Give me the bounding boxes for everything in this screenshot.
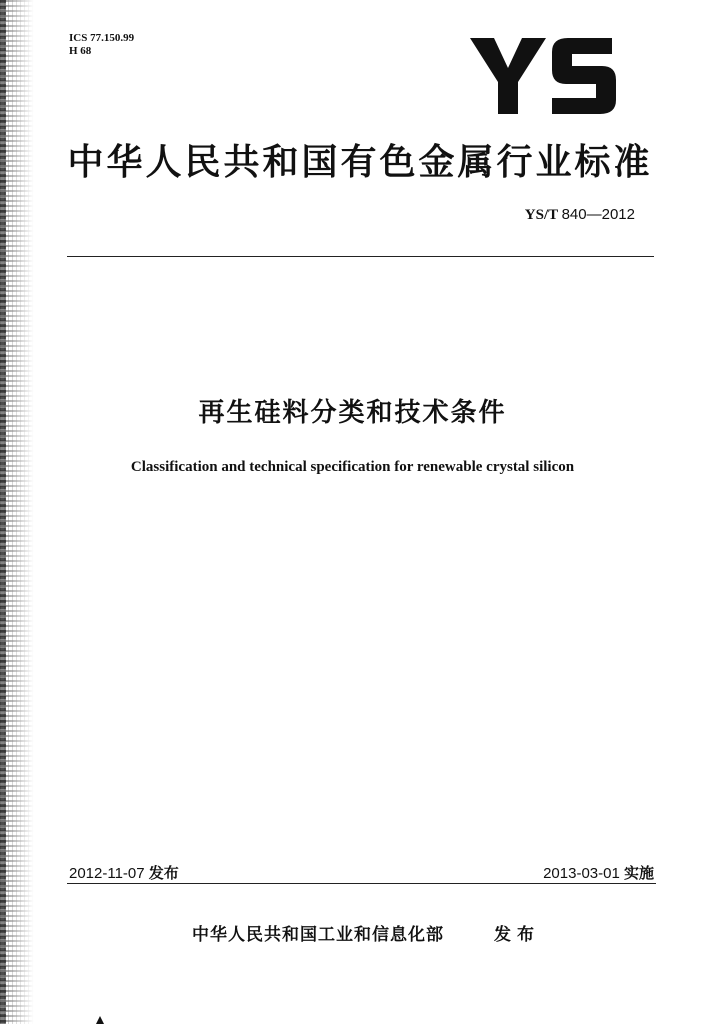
standard-number	[525, 206, 635, 224]
implement-date: 2013-03-01	[543, 865, 620, 882]
standard-prefix: YS/T	[524, 207, 562, 223]
classification-codes	[69, 32, 134, 58]
issue-date: 2012-11-07	[69, 865, 145, 882]
issue-date-line	[69, 862, 179, 883]
ccs-code: H 68	[69, 45, 92, 57]
publisher-name: 中华人民共和国工业和信息化部	[192, 925, 444, 945]
implement-label: 实施	[623, 864, 654, 882]
issue-label: 发布	[148, 864, 179, 882]
document-title-en: Classification and technical specification for renewable crystal silicon	[130, 459, 575, 475]
standard-number-value: 840—2012	[561, 206, 635, 223]
implement-date-line	[543, 862, 654, 883]
top-divider	[67, 256, 654, 257]
bottom-divider	[67, 883, 656, 884]
issuer-title: 中华人民共和国有色金属行业标准	[67, 142, 653, 183]
ics-code: ICS 77.150.99	[69, 32, 135, 44]
ys-logo	[470, 38, 618, 114]
publish-label: 发布	[494, 925, 540, 945]
scan-corner-mark	[96, 1016, 104, 1024]
scan-edge-border	[0, 0, 6, 1024]
document-title-cn: 再生硅料分类和技术条件	[198, 398, 507, 428]
